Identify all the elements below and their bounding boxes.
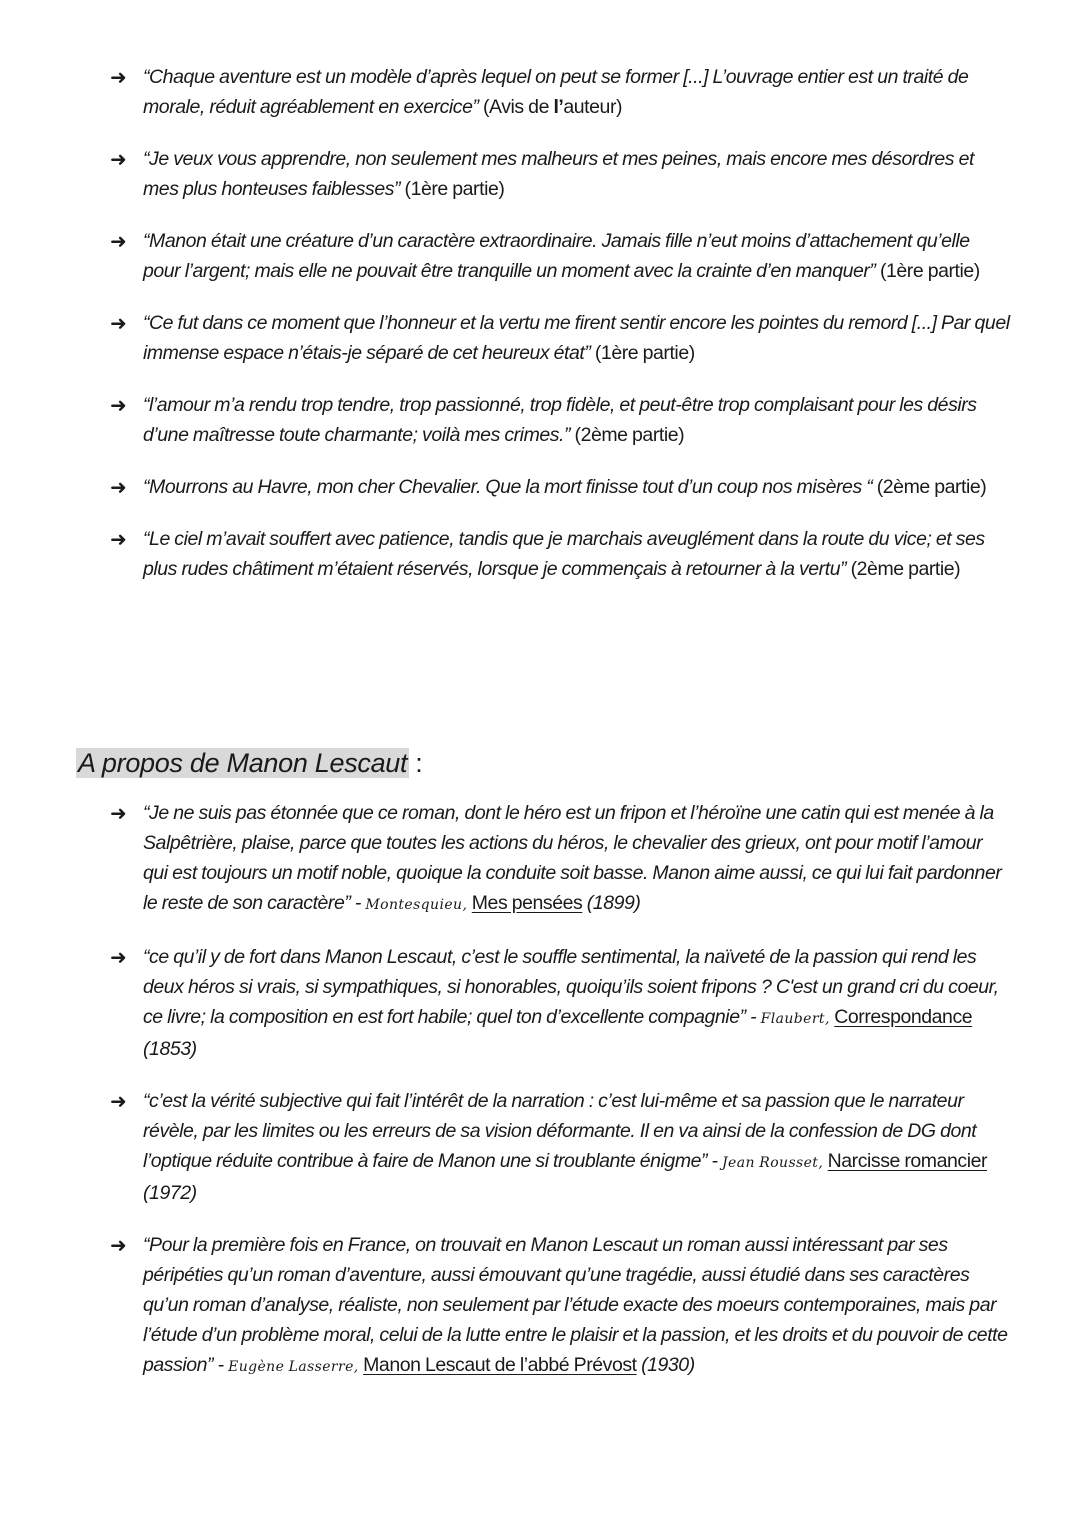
arrow-bullet-icon: ➜ <box>110 393 127 417</box>
section-heading <box>76 744 422 782</box>
work-title: Correspondance <box>834 1006 973 1028</box>
quote-text: “ce qu’il y de fort dans Manon Lescaut, c’est le souffle sentimental, la naïveté de la passion qui rend les deux héros si vrais, si sympathiques, si honorables, quoiqu’ils soient fripons ? C'est un grand cri du coeur, ce livre; la composition en est fort habile; quel ton d’excellente compagnie” <box>143 946 999 1028</box>
work-title: Manon Lescaut de l’abbé Prévost <box>363 1354 637 1376</box>
critic-quote-item: ➜ “ce qu’il y de fort dans Manon Lescaut, c’est le souffle sentimental, la naïveté de la passion qui rend les deux héros si vrais, si sympathiques, si honorables, quoiqu’ils soient fripons ? C'est un grand cri du coeur, ce livre; la composition en est fort habile; quel ton d’excellente compagnie” - Flaubert, Correspondance (1853) <box>110 942 1010 1064</box>
section-heading-text: A propos de Manon Lescaut <box>78 748 408 778</box>
author-signature: Eugène Lasserre, <box>228 1359 359 1375</box>
arrow-bullet-icon: ➜ <box>110 1089 127 1113</box>
critic-quote-item: ➜ “Pour la première fois en France, on trouvait en Manon Lescaut un roman aussi intéressant par ses péripéties qu’un roman d’aventure, aussi émouvant qu’une tragédie, aussi étudié dans ses caractères qu’un roman d’analyse, réaliste, non seulement par l’étude exacte des moeurs contemporaines, mais par l’étude d’un problème moral, celui de la lutte entre le plaisir et la passion, et les droits et du pouvoir de cette passion” - Eugène Lasserre, Manon Lescaut de l’abbé Prévost (1930) <box>110 1230 1010 1382</box>
arrow-bullet-icon: ➜ <box>110 147 127 171</box>
arrow-bullet-icon: ➜ <box>110 229 127 253</box>
critic-quote-item: ➜ “c’est la vérité subjective qui fait l’intérêt de la narration : c’est lui-même et sa passion que le narrateur révèle, par les limites ou les erreurs de sa vision déformante. Il en va ainsi de la confession de DG dont l’optique réduite contribue à faire de Manon une si troublante énigme” - Jean Rousset, Narcisse romancier (1972) <box>110 1086 1010 1208</box>
quote-text: “l’amour m’a rendu trop tendre, trop passionné, trop fidèle, et peut-être trop complaisant pour les désirs d’une maîtresse toute charmante; voilà mes crimes.” <box>143 394 977 446</box>
quote-list-critics <box>110 798 1010 1382</box>
publication-date: (1899) <box>582 892 641 914</box>
author-signature: Montesquieu, <box>365 897 468 913</box>
author-signature: Flaubert, <box>760 1011 830 1027</box>
arrow-bullet-icon: ➜ <box>110 65 127 89</box>
quote-source: (Avis de l’auteur) <box>478 96 623 118</box>
quote-text: “Manon était une créature d’un caractère extraordinaire. Jamais fille n’eut moins d’attachement qu’elle pour l’argent; mais elle ne pouvait être tranquille un moment avec la crainte d’en manquer” <box>143 230 970 282</box>
quote-item <box>110 308 1010 368</box>
quote-item <box>110 226 1010 286</box>
publication-date: (1930) <box>636 1354 695 1376</box>
quote-source: (1ère partie) <box>400 178 505 200</box>
publication-date: (1972) <box>143 1182 197 1204</box>
quote-source: (2ème partie) <box>872 476 987 498</box>
quote-text: “Le ciel m’avait souffert avec patience, tandis que je marchais aveuglément dans la route du vice; et ses plus rudes châtiment m’étaient réservés, lorsque je commençais à retourner à la vertu” <box>143 528 985 580</box>
arrow-bullet-icon: ➜ <box>110 311 127 335</box>
critic-quote-item: ➜ “Je ne suis pas étonnée que ce roman, dont le héro est un fripon et l’héroïne une catin qui est menée à la Salpêtrière, plaise, parce que toutes les actions du héros, le chevalier des grieux, ont pour motif l’amour qui est toujours un motif noble, quoique la conduite soit basse. Manon aime aussi, ce qui lui fait pardonner le reste de son caractère” - Montesquieu, Mes pensées (1899) <box>110 798 1010 920</box>
quote-item <box>110 144 1010 204</box>
quote-item <box>110 390 1010 450</box>
publication-date: (1853) <box>143 1038 197 1060</box>
quote-text: “c’est la vérité subjective qui fait l’intérêt de la narration : c’est lui-même et sa passion que le narrateur révèle, par les limites ou les erreurs de sa vision déformante. Il en va ainsi de la confession de DG dont l’optique réduite contribue à faire de Manon une si troublante énigme” <box>143 1090 977 1172</box>
quote-text: “Pour la première fois en France, on trouvait en Manon Lescaut un roman aussi intéressant par ses péripéties qu’un roman d’aventure, aussi émouvant qu’une tragédie, aussi étudié dans ses caractères qu’un roman d’analyse, réaliste, non seulement par l’étude exacte des moeurs contemporaines, mais par l’étude d’un problème moral, celui de la lutte entre le plaisir et la passion, et les droits et du pouvoir de cette passion” <box>143 1234 1008 1376</box>
arrow-bullet-icon: ➜ <box>110 527 127 551</box>
quote-text: “Je ne suis pas étonnée que ce roman, dont le héro est un fripon et l’héroïne une catin qui est menée à la Salpêtrière, plaise, parce que toutes les actions du héros, le chevalier des grieux, ont pour motif l’amour qui est toujours un motif noble, quoique la conduite soit basse. Manon aime aussi, ce qui lui fait pardonner le reste de son caractère” <box>143 802 1002 914</box>
work-title: Mes pensées <box>471 892 583 914</box>
quote-source: (2ème partie) <box>846 558 961 580</box>
quote-text: “Chaque aventure est un modèle d’après lequel on peut se former [...] L’ouvrage entier est un traité de morale, réduit agréablement en exercice” <box>143 66 969 118</box>
author-signature: Jean Rousset, <box>722 1155 824 1171</box>
quote-text: “Je veux vous apprendre, non seulement mes malheurs et mes peines, mais encore mes désordres et mes plus honteuses faiblesses” <box>143 148 974 200</box>
arrow-bullet-icon: ➜ <box>110 801 127 825</box>
quote-source: (2ème partie) <box>570 424 685 446</box>
quote-item <box>110 62 1010 122</box>
quote-list-novel <box>110 62 1010 584</box>
quote-item <box>110 524 1010 584</box>
work-title: Narcisse romancier <box>827 1150 988 1172</box>
quote-source: (1ère partie) <box>875 260 980 282</box>
quote-text: “Mourrons au Havre, mon cher Chevalier. Que la mort finisse tout d’un coup nos misères “ <box>143 476 873 498</box>
quote-item <box>110 472 1010 502</box>
quote-text: “Ce fut dans ce moment que l’honneur et la vertu me firent sentir encore les pointes du remord [...] Par quel immense espace n’étais-je séparé de cet heureux état” <box>143 312 1010 364</box>
section-heading-colon: : <box>415 748 423 778</box>
arrow-bullet-icon: ➜ <box>110 1233 127 1257</box>
arrow-bullet-icon: ➜ <box>110 945 127 969</box>
quote-source: (1ère partie) <box>590 342 695 364</box>
arrow-bullet-icon: ➜ <box>110 475 127 499</box>
